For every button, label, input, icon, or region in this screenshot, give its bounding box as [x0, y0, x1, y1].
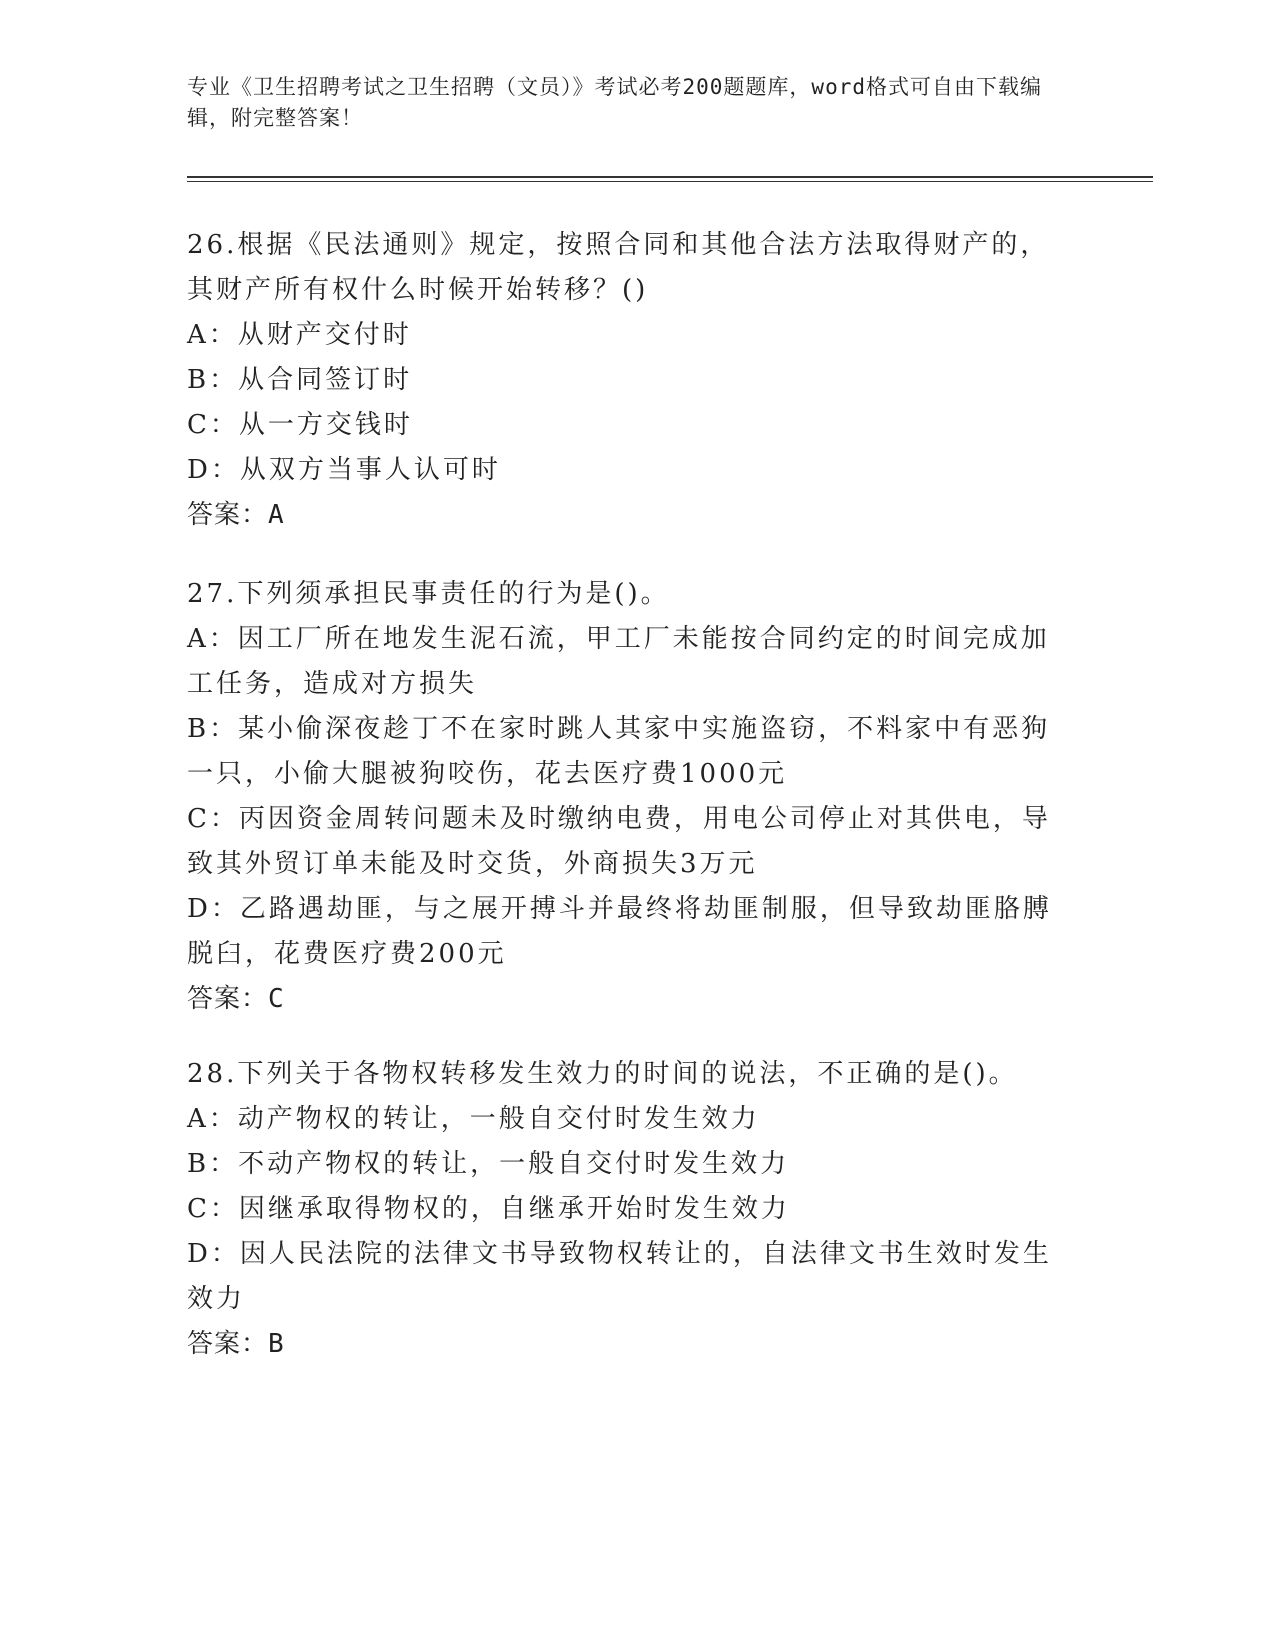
question-28 [187, 1052, 1067, 1367]
question-26 [187, 223, 1067, 538]
option-c: C：从一方交钱时 [187, 410, 413, 440]
option-c: C：丙因资金周转问题未及时缴纳电费，用电公司停止对其供电，导致其外贸订单未能及时交货，外商损失3万元 [187, 804, 1051, 879]
answer-line [187, 493, 1067, 538]
option-a: A：因工厂所在地发生泥石流，甲工厂未能按合同约定的时间完成加工任务，造成对方损失 [187, 624, 1050, 699]
option-b: B：从合同签订时 [187, 365, 413, 395]
answer-line [187, 1322, 1067, 1367]
answer-label: 答案： [187, 1329, 269, 1359]
header-divider-thick [187, 176, 1153, 178]
option-d: D：从双方当事人认可时 [187, 455, 501, 485]
option-a: A：动产物权的转让，一般自交付时发生效力 [187, 1104, 760, 1134]
answer-label: 答案： [187, 500, 269, 530]
answer-value: B [268, 1329, 285, 1359]
question-stem: 28.下列关于各物权转移发生效力的时间的说法，不正确的是()。 [187, 1059, 1018, 1089]
option-a: A：从财产交付时 [187, 320, 412, 350]
document-header: 专业《卫生招聘考试之卫生招聘（文员）》考试必考200题题库，word格式可自由下载编辑，附完整答案！ [187, 75, 1042, 130]
question-27 [187, 572, 1067, 1022]
option-b: B：不动产物权的转让，一般自交付时发生效力 [187, 1149, 790, 1179]
question-stem: 26.根据《民法通则》规定，按照合同和其他合法方法取得财产的，其财产所有权什么时候开始转移？() [187, 230, 1050, 305]
question-stem: 27.下列须承担民事责任的行为是()。 [187, 579, 670, 609]
answer-value: A [268, 500, 285, 530]
answer-line [187, 977, 1067, 1022]
option-d: D：因人民法院的法律文书导致物权转让的，自法律文书生效时发生效力 [187, 1239, 1052, 1314]
option-b: B：某小偷深夜趁丁不在家时跳人其家中实施盗窃，不料家中有恶狗一只，小偷大腿被狗咬伤，花去医疗费1000元 [187, 714, 1051, 789]
header-divider-thin [187, 181, 1153, 182]
option-c: C：因继承取得物权的，自继承开始时发生效力 [187, 1194, 790, 1224]
answer-label: 答案： [187, 984, 269, 1014]
option-d: D：乙路遇劫匪，与之展开搏斗并最终将劫匪制服，但导致劫匪胳膊脱臼，花费医疗费200元 [187, 894, 1052, 969]
answer-value: C [268, 984, 285, 1014]
